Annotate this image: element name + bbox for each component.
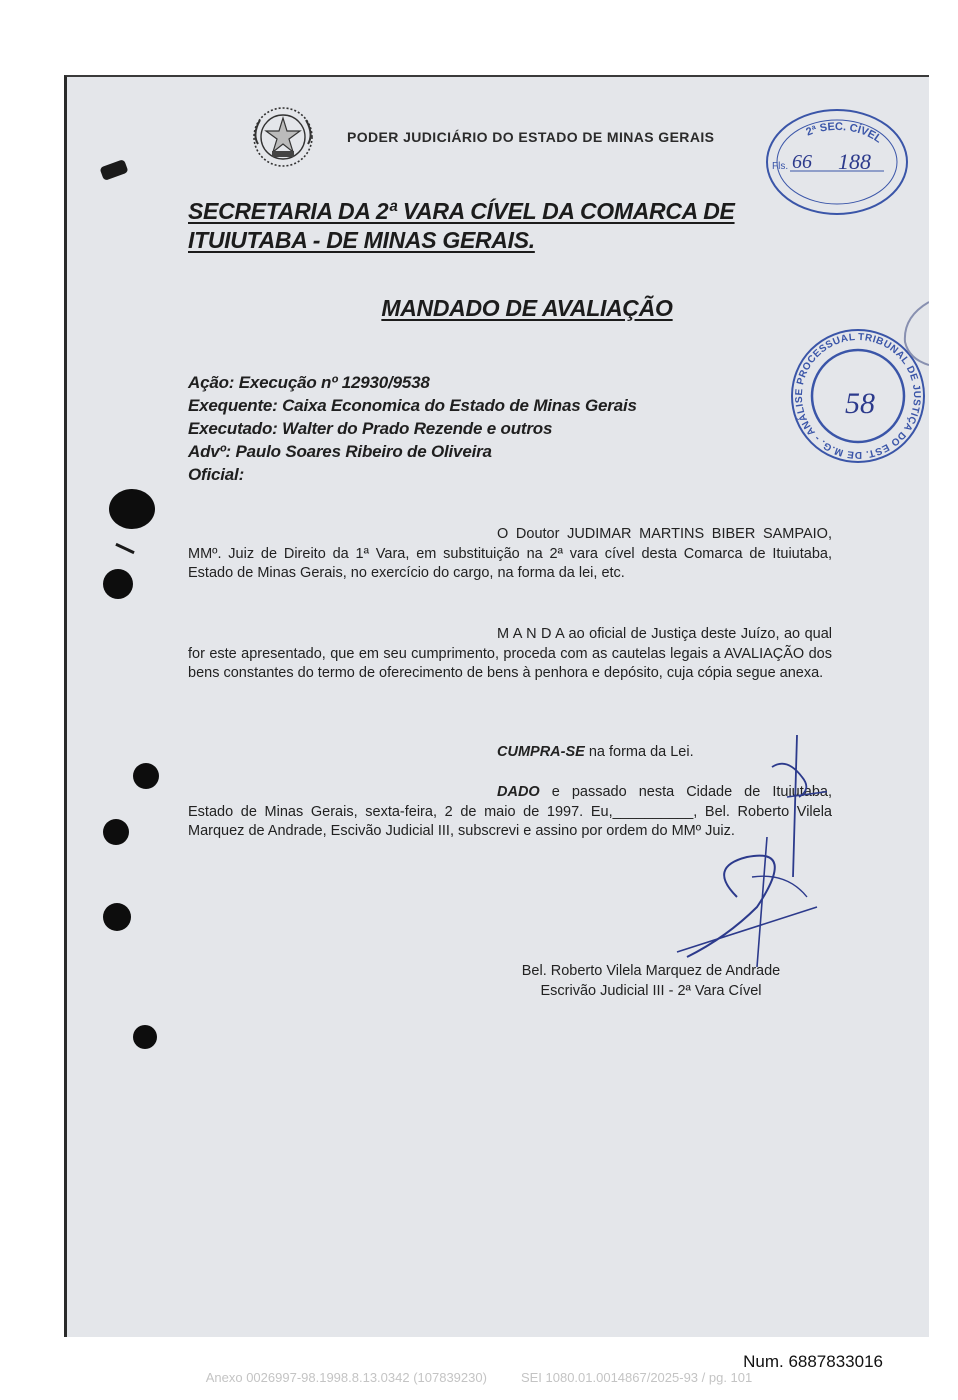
coat-of-arms-emblem	[250, 104, 316, 170]
footer-reference	[0, 1370, 958, 1385]
field-acao: Ação: Execução nº 12930/9538	[188, 373, 430, 392]
dado-lead: DADO	[497, 784, 540, 800]
signer-role: Escrivão Judicial III - 2ª Vara Cível	[540, 983, 762, 999]
scanned-page	[64, 75, 929, 1337]
footer-sei: SEI 1080.01.0014867/2025-93 / pg. 101	[520, 1370, 753, 1385]
punch-hole	[109, 489, 155, 529]
court-header: PODER JUDICIÁRIO DO ESTADO DE MINAS GERAIS	[347, 129, 715, 145]
cumpra-lead: CUMPRA-SE	[497, 744, 585, 760]
document-title: MANDADO DE AVALIAÇÃO	[381, 295, 673, 321]
sec-civel-stamp	[764, 107, 910, 217]
secretaria-heading	[188, 197, 848, 255]
punch-hole	[103, 903, 131, 931]
field-advogado: Advº: Paulo Soares Ribeiro de Oliveira	[188, 442, 492, 461]
manda-lead: M A N D A	[497, 626, 565, 642]
paragraph-judge: O Doutor JUDIMAR MARTINS BIBER SAMPAIO, MMº. Juiz de Direito da 1ª Vara, em substituição na 2ª vara cível desta Comarca de Ituiutaba, Estado de Minas Gerais, no exercício do cargo, na forma da lei, etc.	[188, 526, 832, 581]
manda-text: ao oficial de Justiça deste Juízo, ao qual for este apresentado, que em seu cumprimento, proceda com as cautelas legais a AVALIAÇÃO dos bens constantes do termo de oferecimento de bens à penhora e depósito, cuja cópia segue anexa.	[188, 626, 832, 681]
scan-speck	[99, 159, 128, 181]
punch-hole	[103, 819, 129, 845]
punch-hole	[103, 569, 133, 599]
punch-hole	[133, 763, 159, 789]
field-executado: Executado: Walter do Prado Rezende e outros	[188, 419, 553, 438]
scan-speck	[115, 543, 134, 554]
secretaria-line-1: SECRETARIA DA 2ª VARA CÍVEL DA COMARCA DE	[188, 198, 735, 224]
sec-civel-top-text: 2ª SEC. CÍVEL	[804, 120, 884, 146]
cumpra-text: na forma da Lei.	[584, 744, 694, 760]
signer-name: Bel. Roberto Vilela Marquez de Andrade	[521, 963, 781, 979]
tribunal-number: 58	[845, 387, 875, 420]
handwritten-signature	[584, 727, 827, 967]
partial-edge-stamp	[893, 297, 929, 367]
svg-text:2ª SEC. CÍVEL	[804, 121, 884, 146]
fls-value: 66	[792, 151, 812, 173]
field-exequente: Exequente: Caixa Economica do Estado de Minas Gerais	[188, 396, 637, 415]
signature-block	[471, 961, 831, 1001]
dado-text: e passado nesta Cidade de Ituiutaba, Estado de Minas Gerais, sexta-feira, 2 de maio de 1997. Eu,__________, Bel. Roberto Vilela Marquez de Andrade, Escivão Judicial III, subscrevi e assino por ordem do MMº Juiz.	[188, 784, 832, 839]
punch-hole	[133, 1025, 157, 1049]
fls-handwritten: 188	[838, 149, 871, 174]
case-fields	[188, 371, 637, 486]
secretaria-line-2: ITUIUTABA - DE MINAS GERAIS.	[188, 227, 535, 253]
document-number: Num. 6887833016	[743, 1352, 883, 1371]
fls-label: Fls.	[772, 161, 789, 172]
field-oficial: Oficial:	[188, 465, 245, 484]
tribunal-ring-text: TRIBUNAL DE JUSTIÇA DO EST. DE M.G. - ANÁLISE PROCESSUAL	[793, 331, 923, 461]
paragraph-manda	[188, 625, 832, 684]
footer-anexo: Anexo 0026997-98.1998.8.13.0342 (107839230)	[205, 1370, 487, 1385]
